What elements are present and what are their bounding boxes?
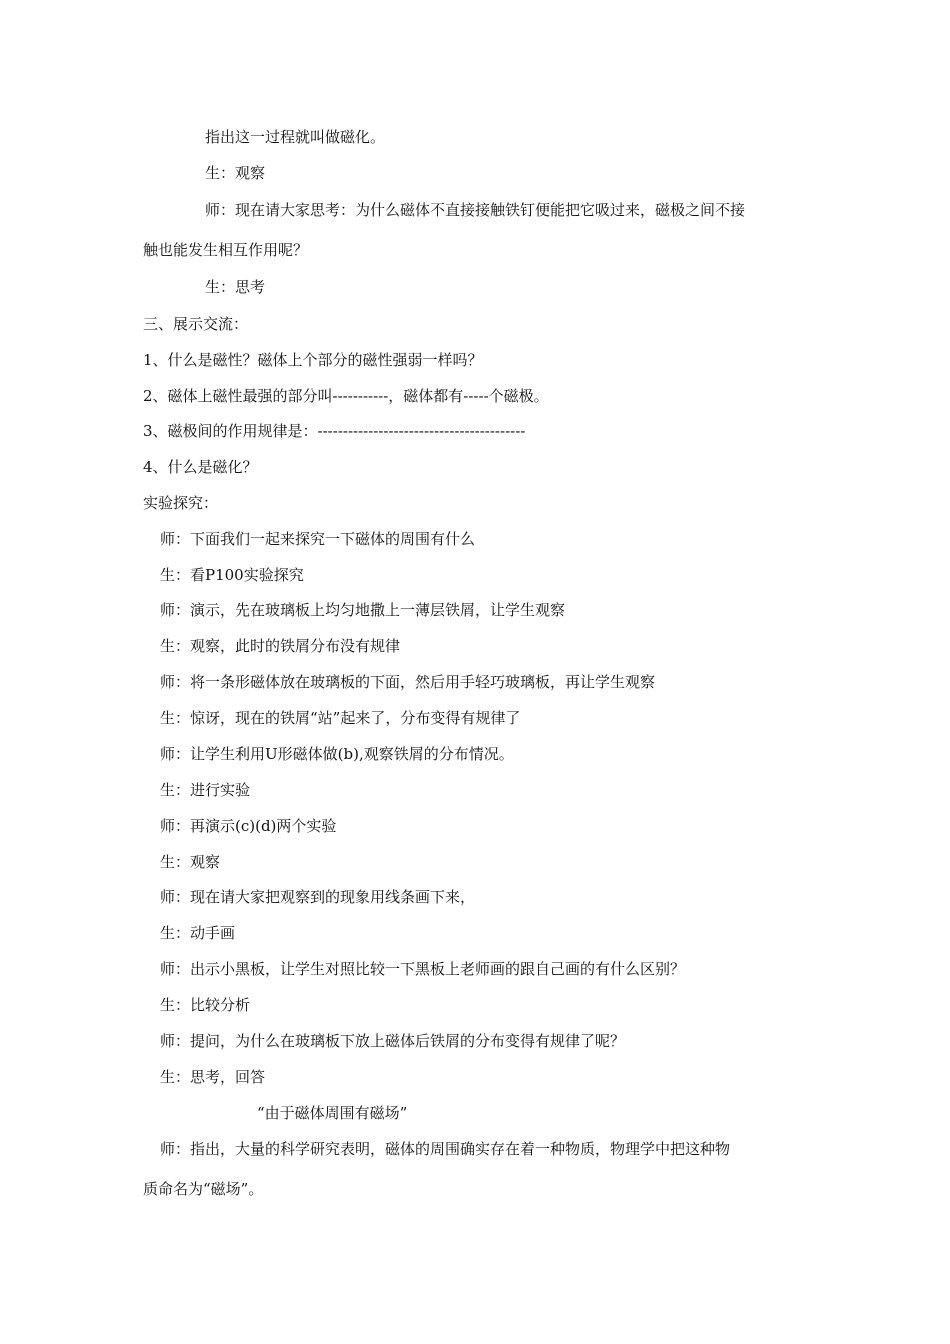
- dialogue-line: 生：观察，此时的铁屑分布没有规律: [160, 637, 401, 655]
- question-item: 3、磁极间的作用规律是：-----------------------------------------: [143, 422, 526, 440]
- text-line: 师：现在请大家思考：为什么磁体不直接接触铁钉便能把它吸过来，磁极之间不接: [205, 201, 746, 219]
- dialogue-line: 师：现在请大家把观察到的现象用线条画下来，: [160, 888, 476, 906]
- text-line: 触也能发生相互作用呢？: [143, 241, 309, 259]
- dialogue-line: 生：动手画: [160, 924, 236, 942]
- text-line: 指出这一过程就叫做磁化。: [205, 128, 386, 146]
- dialogue-line: 生：看P100实验探究: [160, 566, 304, 584]
- text-line: 生：观察: [205, 164, 266, 182]
- text-line: 生：思考: [205, 278, 266, 296]
- quoted-answer: “由于磁体周围有磁场”: [257, 1104, 408, 1122]
- dialogue-line: 生：进行实验: [160, 781, 251, 799]
- dialogue-line: 生：惊讶，现在的铁屑“站”起来了，分布变得有规律了: [160, 709, 521, 727]
- question-item: 1、什么是磁性？磁体上个部分的磁性强弱一样吗？: [143, 351, 483, 369]
- dialogue-line: 师：再演示(c)(d)两个实验: [160, 817, 337, 835]
- text-line: 质命名为“磁场”。: [143, 1180, 264, 1198]
- dialogue-line: 师：将一条形磁体放在玻璃板的下面，然后用手轻巧玻璃板，再让学生观察: [160, 673, 656, 691]
- dialogue-line: 师：指出，大量的科学研究表明，磁体的周围确实存在着一种物质，物理学中把这种物: [160, 1140, 731, 1158]
- dialogue-line: 生：比较分析: [160, 996, 251, 1014]
- question-item: 2、磁体上磁性最强的部分叫-----------，磁体都有-----个磁极。: [143, 387, 549, 405]
- dialogue-line: 生：思考，回答: [160, 1068, 266, 1086]
- dialogue-line: 师：提问，为什么在玻璃板下放上磁体后铁屑的分布变得有规律了呢？: [160, 1032, 626, 1050]
- dialogue-line: 师：让学生利用U形磁体做(b),观察铁屑的分布情况。: [160, 745, 514, 763]
- section-heading: 三、展示交流：: [143, 315, 249, 333]
- dialogue-line: 师：出示小黑板，让学生对照比较一下黑板上老师画的跟自己画的有什么区别？: [160, 960, 686, 978]
- question-item: 4、什么是磁化？: [143, 458, 258, 476]
- section-heading: 实验探究：: [143, 494, 219, 512]
- dialogue-line: 师：下面我们一起来探究一下磁体的周围有什么: [160, 530, 476, 548]
- dialogue-line: 师：演示，先在玻璃板上均匀地撒上一薄层铁屑，让学生观察: [160, 601, 566, 619]
- dialogue-line: 生：观察: [160, 853, 221, 871]
